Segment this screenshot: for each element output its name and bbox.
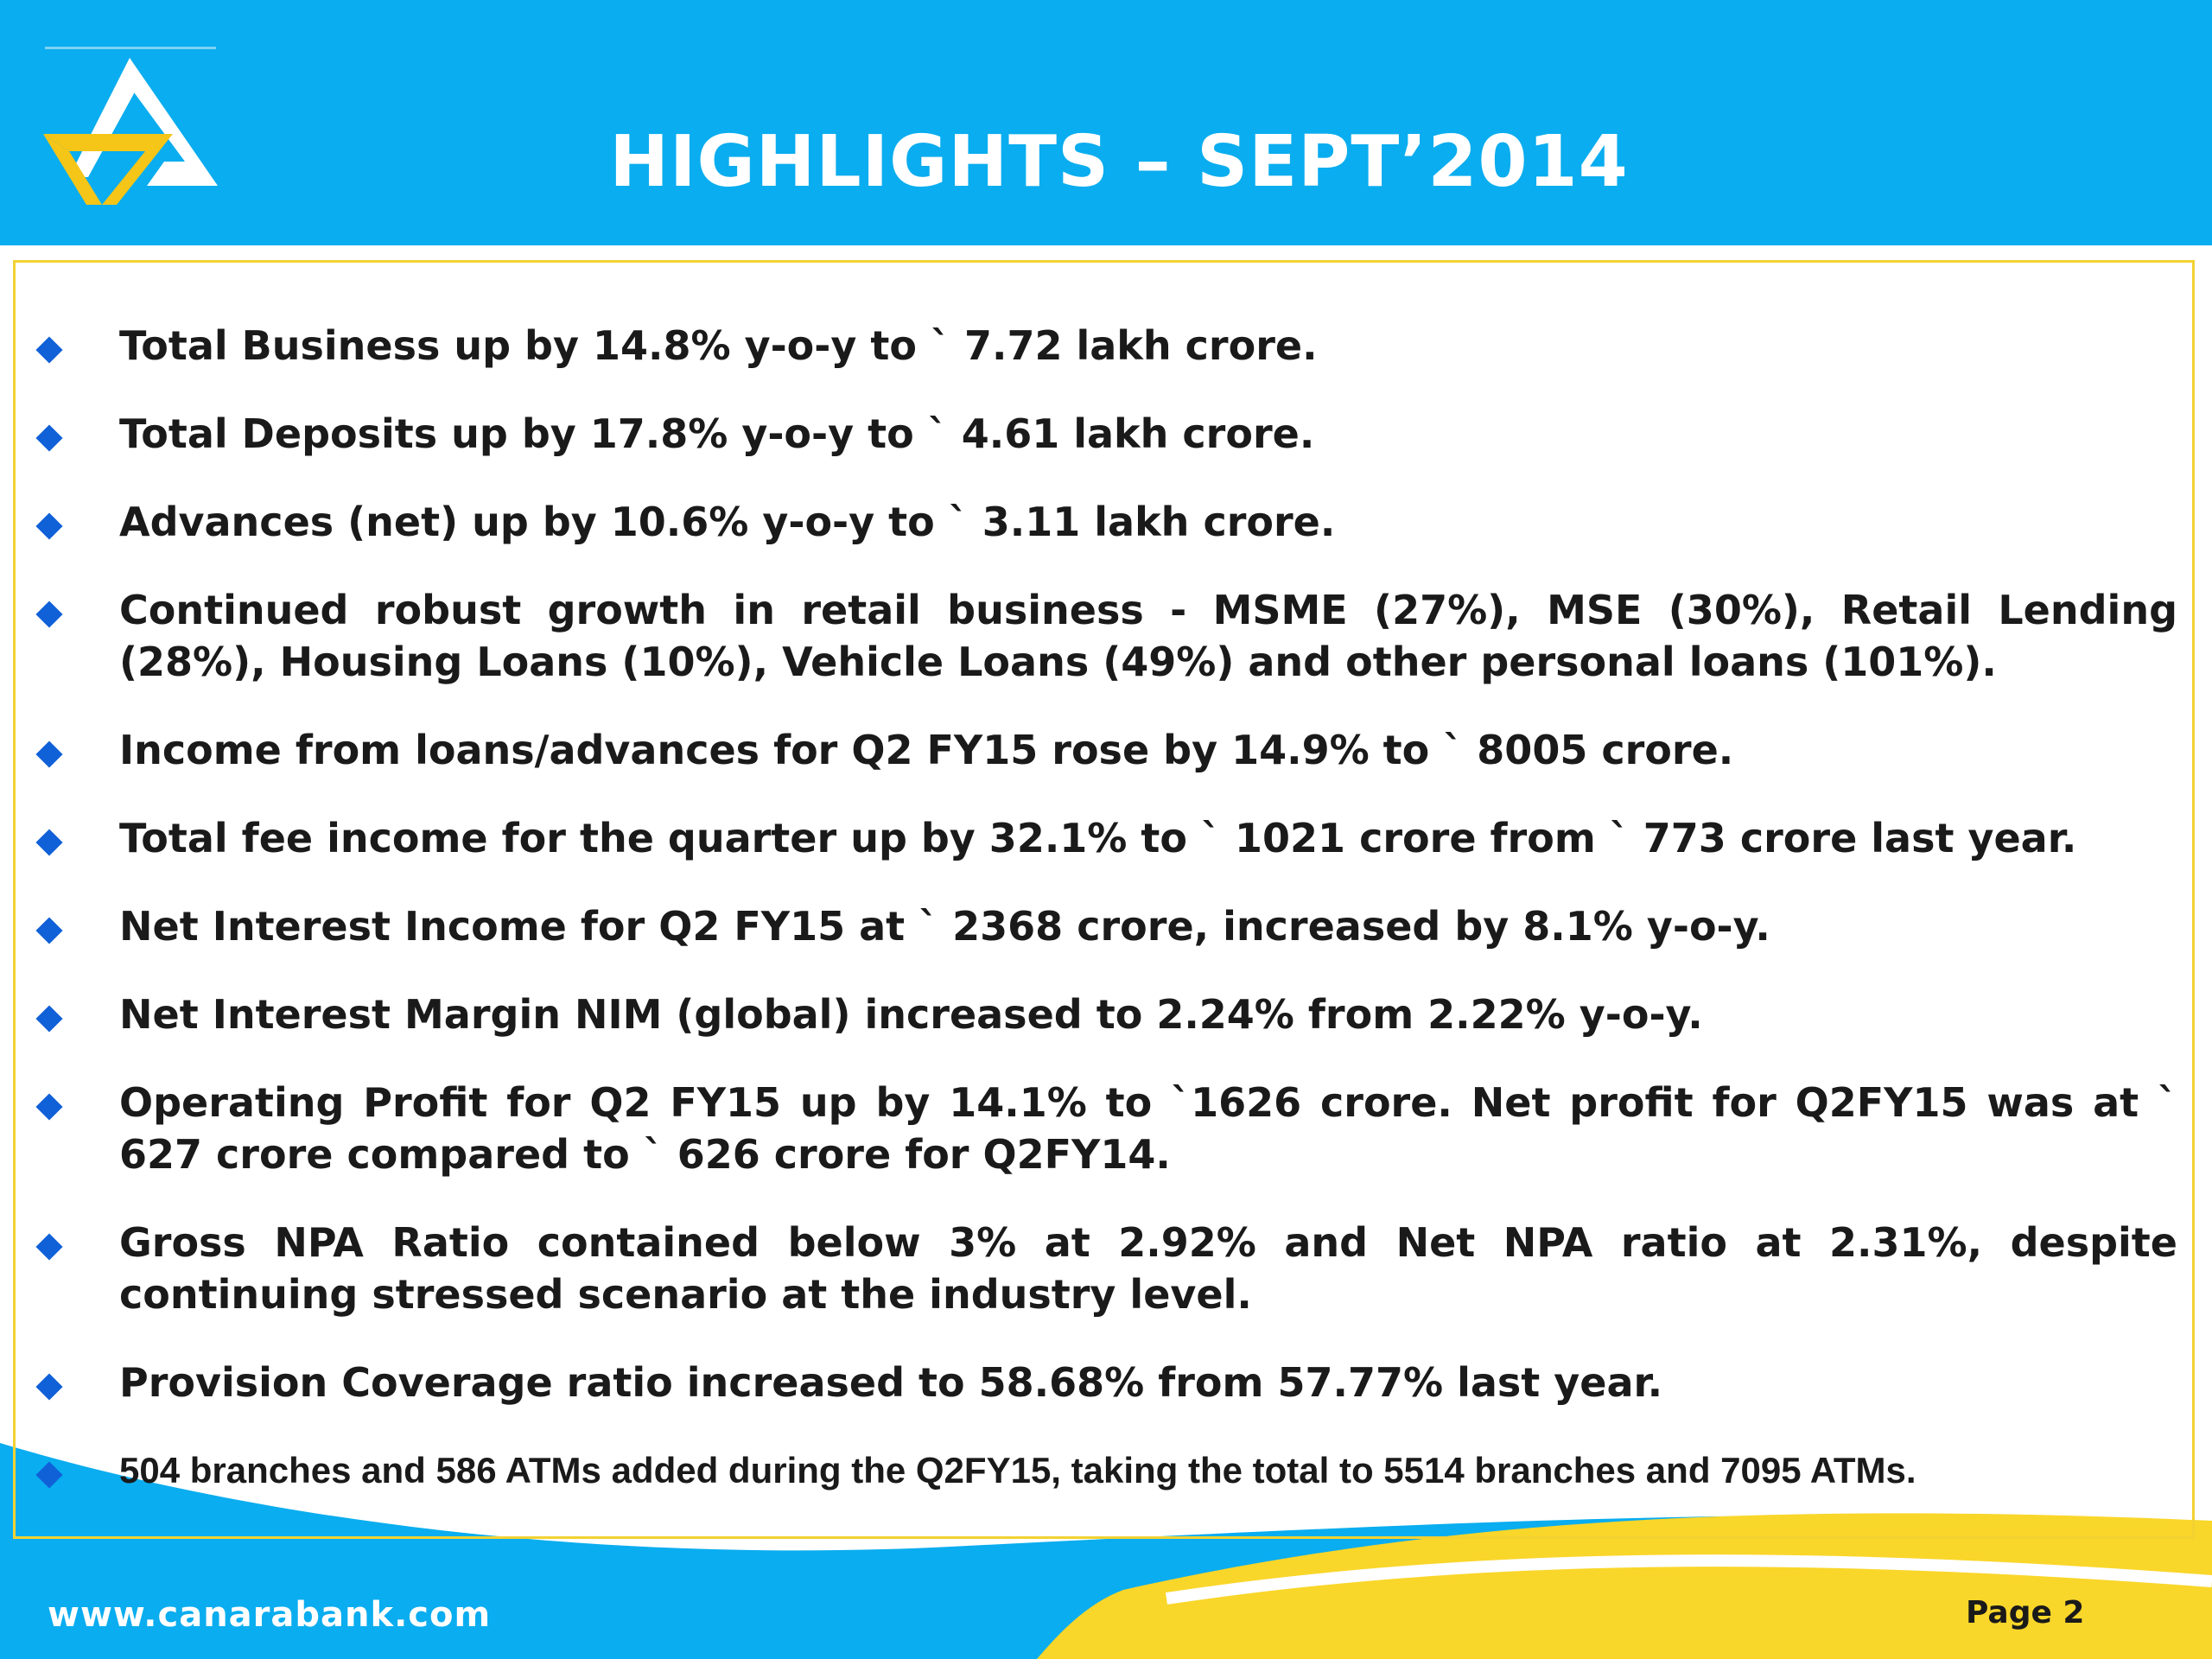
- highlights-list: [35, 320, 2177, 1497]
- diamond-bullet-icon: [35, 512, 62, 539]
- page-title: HIGHLIGHTS – SEPT’2014: [609, 121, 1629, 203]
- list-item: Net Interest Income for Q2 FY15 at ` 2368 crore, increased by 8.1% y-o-y.: [35, 900, 2177, 952]
- list-item: Continued robust growth in retail business - MSME (27%), MSE (30%), Retail Lending (28%), Housing Loans (10%), Vehicle Loans (49%) and other personal loans (101%).: [35, 584, 2177, 688]
- diamond-bullet-icon: [35, 741, 62, 767]
- diamond-bullet-icon: [35, 1093, 62, 1120]
- list-item: Total fee income for the quarter up by 32.1% to ` 1021 crore from ` 773 crore last year.: [35, 812, 2177, 864]
- diamond-bullet-icon: [35, 336, 62, 363]
- list-item: Advances (net) up by 10.6% y-o-y to ` 3.11 lakh crore.: [35, 496, 2177, 548]
- diamond-bullet-icon: [35, 601, 62, 627]
- slide-header: [0, 0, 2212, 245]
- list-item: Operating Profit for Q2 FY15 up by 14.1% to `1626 crore. Net profit for Q2FY15 was at ` 627 crore compared to ` 626 crore for Q2FY14.: [35, 1077, 2177, 1180]
- list-item: Total Business up by 14.8% y-o-y to ` 7.72 lakh crore.: [35, 320, 2177, 372]
- list-item: 504 branches and 586 ATMs added during the Q2FY15, taking the total to 5514 branches and 7095 ATMs.: [35, 1445, 2177, 1497]
- diamond-bullet-icon: [35, 1233, 62, 1260]
- diamond-bullet-icon: [35, 829, 62, 855]
- diamond-bullet-icon: [35, 917, 62, 944]
- website-link[interactable]: www.canarabank.com: [48, 1595, 492, 1635]
- page-number: Page 2: [1966, 1595, 2085, 1630]
- diamond-bullet-icon: [35, 1373, 62, 1400]
- list-item: Total Deposits up by 17.8% y-o-y to ` 4.61 lakh crore.: [35, 408, 2177, 460]
- diamond-bullet-icon: [35, 1461, 62, 1488]
- diamond-bullet-icon: [35, 1005, 62, 1032]
- list-item: Provision Coverage ratio increased to 58.68% from 57.77% last year.: [35, 1357, 2177, 1408]
- list-item: Net Interest Margin NIM (global) increased to 2.24% from 2.22% y-o-y.: [35, 988, 2177, 1040]
- list-item: Gross NPA Ratio contained below 3% at 2.92% and Net NPA ratio at 2.31%, despite continuing stressed scenario at the industry level.: [35, 1217, 2177, 1320]
- diamond-bullet-icon: [35, 424, 62, 451]
- list-item: Income from loans/advances for Q2 FY15 rose by 14.9% to ` 8005 crore.: [35, 724, 2177, 776]
